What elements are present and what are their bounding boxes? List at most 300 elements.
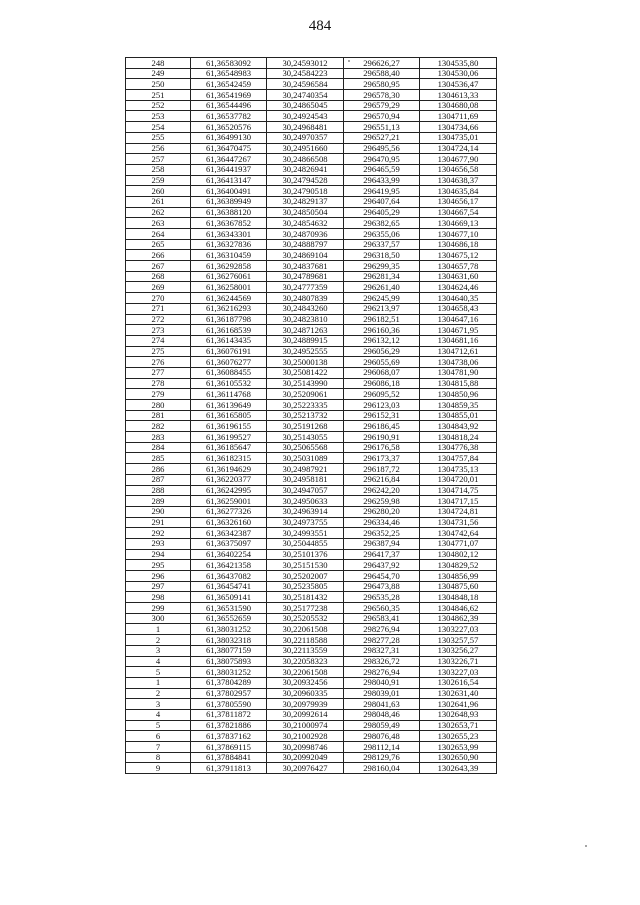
x-coordinate-cell: 296176,58 bbox=[344, 442, 420, 453]
latitude-cell: 61,36402254 bbox=[191, 549, 267, 560]
table-row bbox=[126, 731, 497, 742]
x-coordinate-cell: 296245,99 bbox=[344, 293, 420, 304]
latitude-cell: 61,36326160 bbox=[191, 517, 267, 528]
point-number-cell: 283 bbox=[126, 432, 191, 443]
y-coordinate-cell: 1304815,88 bbox=[420, 378, 497, 389]
x-coordinate-cell: 296433,99 bbox=[344, 175, 420, 186]
table-row bbox=[126, 549, 497, 560]
longitude-cell: 30,24843260 bbox=[267, 303, 344, 314]
x-coordinate-cell: 296173,37 bbox=[344, 453, 420, 464]
y-coordinate-cell: 1302653,99 bbox=[420, 742, 497, 753]
table-row bbox=[126, 346, 497, 357]
latitude-cell: 61,36441937 bbox=[191, 164, 267, 175]
table-row bbox=[126, 378, 497, 389]
point-number-cell: 2 bbox=[126, 635, 191, 646]
x-coordinate-cell: 296470,95 bbox=[344, 154, 420, 165]
point-number-cell: 1 bbox=[126, 677, 191, 688]
longitude-cell: 30,24987921 bbox=[267, 464, 344, 475]
longitude-cell: 30,20992614 bbox=[267, 709, 344, 720]
point-number-cell: 265 bbox=[126, 239, 191, 250]
longitude-cell: 30,20998746 bbox=[267, 742, 344, 753]
latitude-cell: 61,36454741 bbox=[191, 581, 267, 592]
x-coordinate-cell: 296382,65 bbox=[344, 218, 420, 229]
longitude-cell: 30,24993551 bbox=[267, 528, 344, 539]
x-coordinate-cell: 296588,40 bbox=[344, 68, 420, 79]
table-row bbox=[126, 79, 497, 90]
x-coordinate-cell: 296417,37 bbox=[344, 549, 420, 560]
latitude-cell: 61,36310459 bbox=[191, 250, 267, 261]
latitude-cell: 61,36520576 bbox=[191, 122, 267, 133]
longitude-cell: 30,25151530 bbox=[267, 560, 344, 571]
y-coordinate-cell: 1304781,90 bbox=[420, 367, 497, 378]
y-coordinate-cell: 1303257,57 bbox=[420, 635, 497, 646]
y-coordinate-cell: 1302653,71 bbox=[420, 720, 497, 731]
point-number-cell: 279 bbox=[126, 389, 191, 400]
x-coordinate-cell: 296187,72 bbox=[344, 464, 420, 475]
table-row bbox=[126, 517, 497, 528]
x-coordinate-cell: 296352,25 bbox=[344, 528, 420, 539]
x-coordinate-cell: 296261,40 bbox=[344, 282, 420, 293]
latitude-cell: 61,36447267 bbox=[191, 154, 267, 165]
longitude-cell: 30,25191268 bbox=[267, 421, 344, 432]
latitude-cell: 61,36216293 bbox=[191, 303, 267, 314]
table-row bbox=[126, 400, 497, 411]
table-row bbox=[126, 592, 497, 603]
x-coordinate-cell: 296216,84 bbox=[344, 474, 420, 485]
y-coordinate-cell: 1304724,81 bbox=[420, 506, 497, 517]
table-row bbox=[126, 357, 497, 368]
longitude-cell: 30,24789681 bbox=[267, 271, 344, 282]
y-coordinate-cell: 1304658,43 bbox=[420, 303, 497, 314]
point-number-cell: 7 bbox=[126, 742, 191, 753]
y-coordinate-cell: 1303256,27 bbox=[420, 645, 497, 656]
point-number-cell: 280 bbox=[126, 400, 191, 411]
point-number-cell: 286 bbox=[126, 464, 191, 475]
point-number-cell: 278 bbox=[126, 378, 191, 389]
point-number-cell: 4 bbox=[126, 709, 191, 720]
latitude-cell: 61,36076191 bbox=[191, 346, 267, 357]
longitude-cell: 30,22113559 bbox=[267, 645, 344, 656]
x-coordinate-cell: 296056,29 bbox=[344, 346, 420, 357]
latitude-cell: 61,36143435 bbox=[191, 335, 267, 346]
latitude-cell: 61,37811872 bbox=[191, 709, 267, 720]
latitude-cell: 61,36220377 bbox=[191, 474, 267, 485]
latitude-cell: 61,36292858 bbox=[191, 261, 267, 272]
y-coordinate-cell: 1302650,90 bbox=[420, 752, 497, 763]
y-coordinate-cell: 1304647,16 bbox=[420, 314, 497, 325]
x-coordinate-cell: 298129,76 bbox=[344, 752, 420, 763]
table-row bbox=[126, 474, 497, 485]
table-row bbox=[126, 763, 497, 774]
y-coordinate-cell: 1304735,13 bbox=[420, 464, 497, 475]
point-number-cell: 262 bbox=[126, 207, 191, 218]
point-number-cell: 299 bbox=[126, 603, 191, 614]
x-coordinate-cell: 298059,49 bbox=[344, 720, 420, 731]
latitude-cell: 61,37821886 bbox=[191, 720, 267, 731]
longitude-cell: 30,24952555 bbox=[267, 346, 344, 357]
point-number-cell: 252 bbox=[126, 100, 191, 111]
longitude-cell: 30,24958181 bbox=[267, 474, 344, 485]
y-coordinate-cell: 1304677,90 bbox=[420, 154, 497, 165]
x-coordinate-cell: 296055,69 bbox=[344, 357, 420, 368]
point-number-cell: 8 bbox=[126, 752, 191, 763]
longitude-cell: 30,24947057 bbox=[267, 485, 344, 496]
table-row bbox=[126, 667, 497, 678]
x-coordinate-cell: 296132,12 bbox=[344, 335, 420, 346]
longitude-cell: 30,24790518 bbox=[267, 186, 344, 197]
point-number-cell: 282 bbox=[126, 421, 191, 432]
x-coordinate-cell: 296190,91 bbox=[344, 432, 420, 443]
point-number-cell: 263 bbox=[126, 218, 191, 229]
point-number-cell: 3 bbox=[126, 645, 191, 656]
latitude-cell: 61,36277326 bbox=[191, 506, 267, 517]
longitude-cell: 30,25101376 bbox=[267, 549, 344, 560]
point-number-cell: 285 bbox=[126, 453, 191, 464]
longitude-cell: 30,24823810 bbox=[267, 314, 344, 325]
longitude-cell: 30,24924543 bbox=[267, 111, 344, 122]
point-number-cell: 9 bbox=[126, 763, 191, 774]
latitude-cell: 61,36499130 bbox=[191, 132, 267, 143]
latitude-cell: 61,36413147 bbox=[191, 175, 267, 186]
table-row bbox=[126, 58, 497, 69]
x-coordinate-cell: 298039,01 bbox=[344, 688, 420, 699]
table-row bbox=[126, 100, 497, 111]
point-number-cell: 290 bbox=[126, 506, 191, 517]
x-coordinate-cell: 296355,06 bbox=[344, 229, 420, 240]
x-coordinate-cell: 296095,52 bbox=[344, 389, 420, 400]
x-coordinate-cell: 296465,59 bbox=[344, 164, 420, 175]
point-number-cell: 257 bbox=[126, 154, 191, 165]
x-coordinate-cell: 296437,92 bbox=[344, 560, 420, 571]
y-coordinate-cell: 1304850,96 bbox=[420, 389, 497, 400]
longitude-cell: 30,21000974 bbox=[267, 720, 344, 731]
point-number-cell: 266 bbox=[126, 250, 191, 261]
table-row bbox=[126, 432, 497, 443]
table-row bbox=[126, 293, 497, 304]
point-number-cell: 292 bbox=[126, 528, 191, 539]
y-coordinate-cell: 1304735,01 bbox=[420, 132, 497, 143]
latitude-cell: 61,36185647 bbox=[191, 442, 267, 453]
y-coordinate-cell: 1303226,71 bbox=[420, 656, 497, 667]
x-coordinate-cell: 296387,94 bbox=[344, 538, 420, 549]
latitude-cell: 61,36187798 bbox=[191, 314, 267, 325]
y-coordinate-cell: 1304675,12 bbox=[420, 250, 497, 261]
longitude-cell: 30,25209061 bbox=[267, 389, 344, 400]
latitude-cell: 61,36375097 bbox=[191, 538, 267, 549]
latitude-cell: 61,38075893 bbox=[191, 656, 267, 667]
scan-speck bbox=[585, 845, 587, 847]
x-coordinate-cell: 296454,70 bbox=[344, 571, 420, 582]
table-row bbox=[126, 421, 497, 432]
latitude-cell: 61,36537782 bbox=[191, 111, 267, 122]
point-number-cell: 264 bbox=[126, 229, 191, 240]
point-number-cell: 293 bbox=[126, 538, 191, 549]
table-row bbox=[126, 164, 497, 175]
longitude-cell: 30,24950633 bbox=[267, 496, 344, 507]
longitude-cell: 30,24740354 bbox=[267, 90, 344, 101]
table-row bbox=[126, 506, 497, 517]
longitude-cell: 30,24850504 bbox=[267, 207, 344, 218]
y-coordinate-cell: 1304613,33 bbox=[420, 90, 497, 101]
y-coordinate-cell: 1304818,24 bbox=[420, 432, 497, 443]
table-row bbox=[126, 410, 497, 421]
point-number-cell: 272 bbox=[126, 314, 191, 325]
y-coordinate-cell: 1304731,56 bbox=[420, 517, 497, 528]
point-number-cell: 259 bbox=[126, 175, 191, 186]
longitude-cell: 30,24951660 bbox=[267, 143, 344, 154]
longitude-cell: 30,24854632 bbox=[267, 218, 344, 229]
latitude-cell: 61,37911813 bbox=[191, 763, 267, 774]
x-coordinate-cell: 298160,04 bbox=[344, 763, 420, 774]
longitude-cell: 30,21002928 bbox=[267, 731, 344, 742]
latitude-cell: 61,38031252 bbox=[191, 667, 267, 678]
longitude-cell: 30,25235805 bbox=[267, 581, 344, 592]
table-row bbox=[126, 645, 497, 656]
table-row bbox=[126, 196, 497, 207]
y-coordinate-cell: 1304724,14 bbox=[420, 143, 497, 154]
point-number-cell: 255 bbox=[126, 132, 191, 143]
x-coordinate-cell: 296560,35 bbox=[344, 603, 420, 614]
point-number-cell: 1 bbox=[126, 624, 191, 635]
latitude-cell: 61,36259001 bbox=[191, 496, 267, 507]
latitude-cell: 61,37869115 bbox=[191, 742, 267, 753]
point-number-cell: 284 bbox=[126, 442, 191, 453]
latitude-cell: 61,36552659 bbox=[191, 613, 267, 624]
x-coordinate-cell: 298276,94 bbox=[344, 624, 420, 635]
x-coordinate-cell: 296068,07 bbox=[344, 367, 420, 378]
table-row bbox=[126, 742, 497, 753]
latitude-cell: 61,36509141 bbox=[191, 592, 267, 603]
table-row bbox=[126, 720, 497, 731]
table-row bbox=[126, 624, 497, 635]
y-coordinate-cell: 1304671,95 bbox=[420, 325, 497, 336]
longitude-cell: 30,20932456 bbox=[267, 677, 344, 688]
y-coordinate-cell: 1302648,93 bbox=[420, 709, 497, 720]
latitude-cell: 61,37805590 bbox=[191, 699, 267, 710]
longitude-cell: 30,24777359 bbox=[267, 282, 344, 293]
table-row bbox=[126, 528, 497, 539]
latitude-cell: 61,36088455 bbox=[191, 367, 267, 378]
table-row bbox=[126, 581, 497, 592]
x-coordinate-cell: 296086,18 bbox=[344, 378, 420, 389]
longitude-cell: 30,20979939 bbox=[267, 699, 344, 710]
table-row bbox=[126, 90, 497, 101]
table-row bbox=[126, 464, 497, 475]
table-row bbox=[126, 207, 497, 218]
longitude-cell: 30,24596584 bbox=[267, 79, 344, 90]
x-coordinate-cell: 296318,50 bbox=[344, 250, 420, 261]
longitude-cell: 30,24866508 bbox=[267, 154, 344, 165]
latitude-cell: 61,37802957 bbox=[191, 688, 267, 699]
x-coordinate-cell: 298276,94 bbox=[344, 667, 420, 678]
table-row bbox=[126, 325, 497, 336]
latitude-cell: 61,36114768 bbox=[191, 389, 267, 400]
point-number-cell: 296 bbox=[126, 571, 191, 582]
longitude-cell: 30,24807839 bbox=[267, 293, 344, 304]
table-row bbox=[126, 261, 497, 272]
x-coordinate-cell: 296186,45 bbox=[344, 421, 420, 432]
latitude-cell: 61,36139649 bbox=[191, 400, 267, 411]
y-coordinate-cell: 1304656,58 bbox=[420, 164, 497, 175]
table-row bbox=[126, 571, 497, 582]
y-coordinate-cell: 1304829,52 bbox=[420, 560, 497, 571]
y-coordinate-cell: 1304681,16 bbox=[420, 335, 497, 346]
point-number-cell: 275 bbox=[126, 346, 191, 357]
point-number-cell: 288 bbox=[126, 485, 191, 496]
x-coordinate-cell: 296535,28 bbox=[344, 592, 420, 603]
latitude-cell: 61,36541969 bbox=[191, 90, 267, 101]
longitude-cell: 30,24593012 bbox=[267, 58, 344, 69]
point-number-cell: 261 bbox=[126, 196, 191, 207]
x-coordinate-cell: 296152,31 bbox=[344, 410, 420, 421]
y-coordinate-cell: 1304757,84 bbox=[420, 453, 497, 464]
table-row bbox=[126, 282, 497, 293]
point-number-cell: 5 bbox=[126, 720, 191, 731]
x-coordinate-cell: 296160,36 bbox=[344, 325, 420, 336]
table-row bbox=[126, 239, 497, 250]
y-coordinate-cell: 1304640,35 bbox=[420, 293, 497, 304]
point-number-cell: 297 bbox=[126, 581, 191, 592]
point-number-cell: 281 bbox=[126, 410, 191, 421]
point-number-cell: 271 bbox=[126, 303, 191, 314]
latitude-cell: 61,36105532 bbox=[191, 378, 267, 389]
longitude-cell: 30,24869104 bbox=[267, 250, 344, 261]
y-coordinate-cell: 1304720,01 bbox=[420, 474, 497, 485]
y-coordinate-cell: 1304656,17 bbox=[420, 196, 497, 207]
y-coordinate-cell: 1304631,60 bbox=[420, 271, 497, 282]
x-coordinate-cell: 298326,72 bbox=[344, 656, 420, 667]
longitude-cell: 30,25205532 bbox=[267, 613, 344, 624]
x-coordinate-cell: 296334,46 bbox=[344, 517, 420, 528]
longitude-cell: 30,25081422 bbox=[267, 367, 344, 378]
point-number-cell: 295 bbox=[126, 560, 191, 571]
table-row bbox=[126, 442, 497, 453]
longitude-cell: 30,24968481 bbox=[267, 122, 344, 133]
latitude-cell: 61,38031252 bbox=[191, 624, 267, 635]
y-coordinate-cell: 1304859,35 bbox=[420, 400, 497, 411]
x-coordinate-cell: 296419,95 bbox=[344, 186, 420, 197]
point-number-cell: 298 bbox=[126, 592, 191, 603]
latitude-cell: 61,36196155 bbox=[191, 421, 267, 432]
longitude-cell: 30,24837681 bbox=[267, 261, 344, 272]
latitude-cell: 61,36367852 bbox=[191, 218, 267, 229]
latitude-cell: 61,37884841 bbox=[191, 752, 267, 763]
point-number-cell: 253 bbox=[126, 111, 191, 122]
longitude-cell: 30,24829137 bbox=[267, 196, 344, 207]
point-number-cell: 254 bbox=[126, 122, 191, 133]
point-number-cell: 256 bbox=[126, 143, 191, 154]
latitude-cell: 61,36165805 bbox=[191, 410, 267, 421]
x-coordinate-cell: 296123,03 bbox=[344, 400, 420, 411]
longitude-cell: 30,24870936 bbox=[267, 229, 344, 240]
coordinates-table-body bbox=[126, 58, 497, 774]
point-number-cell: 274 bbox=[126, 335, 191, 346]
x-coordinate-cell: 298048,46 bbox=[344, 709, 420, 720]
longitude-cell: 30,20976427 bbox=[267, 763, 344, 774]
latitude-cell: 61,38077159 bbox=[191, 645, 267, 656]
point-number-cell: 289 bbox=[126, 496, 191, 507]
table-row bbox=[126, 496, 497, 507]
table-row bbox=[126, 154, 497, 165]
x-coordinate-cell: 296407,64 bbox=[344, 196, 420, 207]
latitude-cell: 61,36258001 bbox=[191, 282, 267, 293]
table-row bbox=[126, 122, 497, 133]
longitude-cell: 30,20992049 bbox=[267, 752, 344, 763]
y-coordinate-cell: 1304638,37 bbox=[420, 175, 497, 186]
point-number-cell: 5 bbox=[126, 667, 191, 678]
point-number-cell: 294 bbox=[126, 549, 191, 560]
y-coordinate-cell: 1303227,03 bbox=[420, 667, 497, 678]
x-coordinate-cell: 296626,27 bbox=[344, 58, 420, 69]
longitude-cell: 30,20960335 bbox=[267, 688, 344, 699]
table-row bbox=[126, 485, 497, 496]
table-row bbox=[126, 367, 497, 378]
latitude-cell: 61,36342387 bbox=[191, 528, 267, 539]
longitude-cell: 30,25213732 bbox=[267, 410, 344, 421]
x-coordinate-cell: 296583,41 bbox=[344, 613, 420, 624]
point-number-cell: 251 bbox=[126, 90, 191, 101]
latitude-cell: 61,37837162 bbox=[191, 731, 267, 742]
y-coordinate-cell: 1304738,06 bbox=[420, 357, 497, 368]
longitude-cell: 30,24963914 bbox=[267, 506, 344, 517]
latitude-cell: 61,36343301 bbox=[191, 229, 267, 240]
latitude-cell: 61,36542459 bbox=[191, 79, 267, 90]
latitude-cell: 61,38032318 bbox=[191, 635, 267, 646]
longitude-cell: 30,22061508 bbox=[267, 667, 344, 678]
y-coordinate-cell: 1302655,23 bbox=[420, 731, 497, 742]
y-coordinate-cell: 1304802,12 bbox=[420, 549, 497, 560]
x-coordinate-cell: 296527,21 bbox=[344, 132, 420, 143]
longitude-cell: 30,25223335 bbox=[267, 400, 344, 411]
table-row bbox=[126, 175, 497, 186]
latitude-cell: 61,36437082 bbox=[191, 571, 267, 582]
longitude-cell: 30,24889915 bbox=[267, 335, 344, 346]
longitude-cell: 30,24865045 bbox=[267, 100, 344, 111]
longitude-cell: 30,25044855 bbox=[267, 538, 344, 549]
point-number-cell: 276 bbox=[126, 357, 191, 368]
table-row bbox=[126, 453, 497, 464]
point-number-cell: 269 bbox=[126, 282, 191, 293]
x-coordinate-cell: 298112,14 bbox=[344, 742, 420, 753]
table-row bbox=[126, 229, 497, 240]
coordinates-table bbox=[125, 57, 497, 774]
point-number-cell: 267 bbox=[126, 261, 191, 272]
y-coordinate-cell: 1304711,69 bbox=[420, 111, 497, 122]
table-row bbox=[126, 709, 497, 720]
x-coordinate-cell: 298327,31 bbox=[344, 645, 420, 656]
y-coordinate-cell: 1304680,08 bbox=[420, 100, 497, 111]
point-number-cell: 4 bbox=[126, 656, 191, 667]
latitude-cell: 61,37804289 bbox=[191, 677, 267, 688]
latitude-cell: 61,36199527 bbox=[191, 432, 267, 443]
point-number-cell: 249 bbox=[126, 68, 191, 79]
y-coordinate-cell: 1304535,80 bbox=[420, 58, 497, 69]
y-coordinate-cell: 1304843,92 bbox=[420, 421, 497, 432]
table-row bbox=[126, 218, 497, 229]
point-number-cell: 258 bbox=[126, 164, 191, 175]
table-row bbox=[126, 560, 497, 571]
x-coordinate-cell: 298040,91 bbox=[344, 677, 420, 688]
latitude-cell: 61,36182315 bbox=[191, 453, 267, 464]
x-coordinate-cell: 296337,57 bbox=[344, 239, 420, 250]
y-coordinate-cell: 1302631,40 bbox=[420, 688, 497, 699]
y-coordinate-cell: 1304536,47 bbox=[420, 79, 497, 90]
x-coordinate-cell: 298041,63 bbox=[344, 699, 420, 710]
longitude-cell: 30,25000138 bbox=[267, 357, 344, 368]
table-row bbox=[126, 250, 497, 261]
point-number-cell: 270 bbox=[126, 293, 191, 304]
longitude-cell: 30,25143055 bbox=[267, 432, 344, 443]
